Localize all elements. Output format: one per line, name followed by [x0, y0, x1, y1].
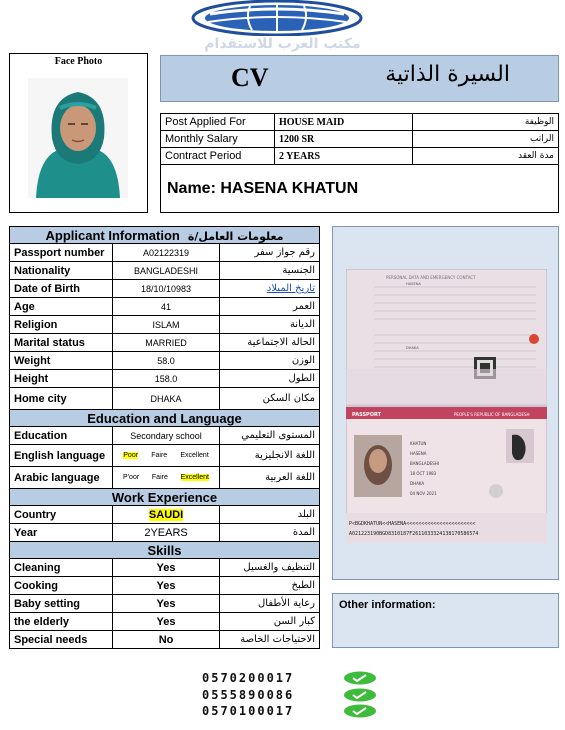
skill-special-value: No: [112, 631, 220, 649]
other-info-box: [332, 593, 559, 648]
contract-label: Contract Period: [161, 148, 275, 165]
face-photo-title: Face Photo: [54, 56, 103, 67]
marital-label-ar: الحالة الاجتماعية: [220, 334, 320, 352]
table-row: [10, 388, 320, 410]
applicant-section-header: [10, 227, 320, 244]
country-label: Country: [10, 506, 113, 524]
english-opt-faire: Faire: [151, 452, 168, 459]
cv-title-ar: السيرة الذاتية: [385, 62, 510, 87]
name-box: [160, 165, 559, 213]
scan-given: HASENA: [410, 451, 427, 456]
table-row: [10, 352, 320, 370]
skill-cooking-value: Yes: [112, 577, 220, 595]
skill-baby-label: Baby setting: [10, 595, 113, 613]
nationality-value: BANGLADESHI: [112, 262, 220, 280]
age-value: 41: [112, 298, 220, 316]
agency-name: مكتب العرب للاستقدام: [204, 36, 361, 52]
year-label: Year: [10, 524, 113, 542]
table-row: [10, 262, 320, 280]
salary-label: Monthly Salary: [161, 131, 275, 148]
weight-label: Weight: [10, 352, 113, 370]
table-row: [10, 370, 320, 388]
whatsapp-icon: [343, 671, 377, 685]
table-row: [10, 506, 320, 524]
year-label-ar: المدة: [220, 524, 320, 542]
education-section-header: Education and Language: [10, 410, 320, 427]
post-table: [160, 113, 559, 165]
age-label-ar: العمر: [220, 298, 320, 316]
passport-scan-icon: [346, 269, 547, 543]
arabic-options: [112, 467, 220, 489]
passport-value: A02122319: [112, 244, 220, 262]
religion-label: Religion: [10, 316, 113, 334]
skill-elderly-label-ar: كبار السن: [220, 613, 320, 631]
scan-surname: KHATUN: [410, 441, 427, 446]
scan-issue: 04 NOV 2021: [410, 491, 437, 496]
experience-section-header: Work Experience: [10, 489, 320, 506]
table-row: [10, 280, 320, 298]
contract-row: [161, 148, 559, 165]
english-opt-excellent: Excellent: [180, 452, 209, 459]
english-label-ar: اللغة الانجليزية: [220, 445, 320, 467]
skill-elderly-value: Yes: [112, 613, 220, 631]
skill-special-label: Special needs: [10, 631, 113, 649]
contract-value: 2 YEARS: [275, 148, 413, 165]
contact-header-text: PERSONAL DATA AND EMERGENCY CONTACT: [386, 275, 476, 280]
skills-section-header: Skills: [10, 542, 320, 559]
skill-cooking-label: Cooking: [10, 577, 113, 595]
table-row: [10, 445, 320, 467]
skill-baby-value: Yes: [112, 595, 220, 613]
post-row: [161, 114, 559, 131]
post-label-ar: الوظيفة: [413, 114, 559, 131]
whatsapp-icon: [343, 688, 377, 702]
passport-panel: [332, 226, 559, 580]
skill-cleaning-value: Yes: [112, 559, 220, 577]
salary-row: [161, 131, 559, 148]
city-label: Home city: [10, 388, 113, 410]
marital-value: MARRIED: [112, 334, 220, 352]
table-row: [10, 334, 320, 352]
country-cell: [112, 506, 220, 524]
phone-number-3: 0570100017: [202, 704, 295, 718]
height-label-ar: الطول: [220, 370, 320, 388]
contract-label-ar: مدة العقد: [413, 148, 559, 165]
dob-label: Date of Birth: [10, 280, 113, 298]
phone-number-2: 0555890086: [202, 688, 295, 702]
skill-baby-label-ar: رعاية الأطفال: [220, 595, 320, 613]
scan-place-text: DHAKA: [406, 346, 419, 350]
table-row: [10, 244, 320, 262]
country-value: SAUDI: [148, 508, 184, 521]
other-info-label: Other information:: [339, 599, 436, 611]
scan-place: DHAKA: [410, 481, 425, 486]
english-label: English language: [10, 445, 113, 467]
agency-logo-icon: [190, 0, 365, 36]
english-options: [112, 445, 220, 467]
table-row: [10, 577, 320, 595]
salary-value: 1200 SR: [275, 131, 413, 148]
religion-label-ar: الديانة: [220, 316, 320, 334]
post-value: HOUSE MAID: [275, 114, 413, 131]
table-row: [10, 298, 320, 316]
passport-label-ar: رقم جواز سفر: [220, 244, 320, 262]
skill-cleaning-label-ar: التنظيف والغسيل: [220, 559, 320, 577]
scan-mrz-line-1: P<BGDKHATUN<<HASENA<<<<<<<<<<<<<<<<<<<<<<<: [349, 521, 476, 527]
nationality-label: Nationality: [10, 262, 113, 280]
religion-value: ISLAM: [112, 316, 220, 334]
applicant-heading-en: Applicant Information: [45, 227, 180, 243]
phone-number-1: 0570200017: [202, 671, 295, 685]
scan-nationality: BANGLADESHI: [410, 461, 439, 466]
weight-value: 58.0: [112, 352, 220, 370]
education-label-ar: المستوى التعليمي: [220, 427, 320, 445]
city-value: DHAKA: [112, 388, 220, 410]
skill-special-label-ar: الاحتياجات الخاصة: [220, 631, 320, 649]
age-label: Age: [10, 298, 113, 316]
arabic-label-ar: اللغة العربية: [220, 467, 320, 489]
scan-mrz-line-2: A021223190BGD8310187F2611033324138170586574: [349, 531, 479, 537]
arabic-label: Arabic language: [10, 467, 113, 489]
skill-elderly-label: the elderly: [10, 613, 113, 631]
year-value: 2YEARS: [112, 524, 220, 542]
skill-cooking-label-ar: الطبخ: [220, 577, 320, 595]
height-label: Height: [10, 370, 113, 388]
table-row: [10, 427, 320, 445]
arabic-opt-poor: P'oor: [123, 474, 140, 481]
face-photo-icon: [28, 78, 128, 198]
arabic-opt-faire: Faire: [151, 474, 168, 481]
post-label: Post Applied For: [161, 114, 275, 131]
scan-passport-title: PASSPORT: [352, 412, 382, 418]
table-row: [10, 559, 320, 577]
dob-value: 18/10/10983: [112, 280, 220, 298]
arabic-opt-excellent: Excellent: [180, 474, 209, 481]
passport-label: Passport number: [10, 244, 113, 262]
whatsapp-icon: [343, 704, 377, 718]
table-row: [10, 467, 320, 489]
applicant-name: Name: HASENA KHATUN: [167, 180, 359, 197]
height-value: 158.0: [112, 370, 220, 388]
nationality-label-ar: الجنسية: [220, 262, 320, 280]
scan-name-text: HASENA: [406, 282, 421, 286]
table-row: [10, 595, 320, 613]
scan-birth: 18 OCT 1983: [410, 471, 437, 476]
english-opt-poor: Poor: [123, 452, 139, 459]
scan-country-title: PEOPLE'S REPUBLIC OF BANGLADESH: [454, 412, 530, 417]
salary-label-ar: الراتب: [413, 131, 559, 148]
table-row: [10, 524, 320, 542]
weight-label-ar: الوزن: [220, 352, 320, 370]
table-row: [10, 613, 320, 631]
applicant-heading-ar: معلومات العامل/ة: [187, 229, 284, 243]
education-label: Education: [10, 427, 113, 445]
education-value: Secondary school: [112, 427, 220, 445]
table-row: [10, 316, 320, 334]
cv-title-bar: [160, 55, 559, 102]
dob-label-ar: تاريخ الميلاد: [220, 280, 320, 298]
applicant-table: [9, 226, 320, 649]
country-label-ar: البلد: [220, 506, 320, 524]
city-label-ar: مكان السكن: [220, 388, 320, 410]
cv-title-en: CV: [231, 63, 269, 92]
face-photo-box: [9, 53, 148, 213]
table-row: [10, 631, 320, 649]
marital-label: Marital status: [10, 334, 113, 352]
skill-cleaning-label: Cleaning: [10, 559, 113, 577]
